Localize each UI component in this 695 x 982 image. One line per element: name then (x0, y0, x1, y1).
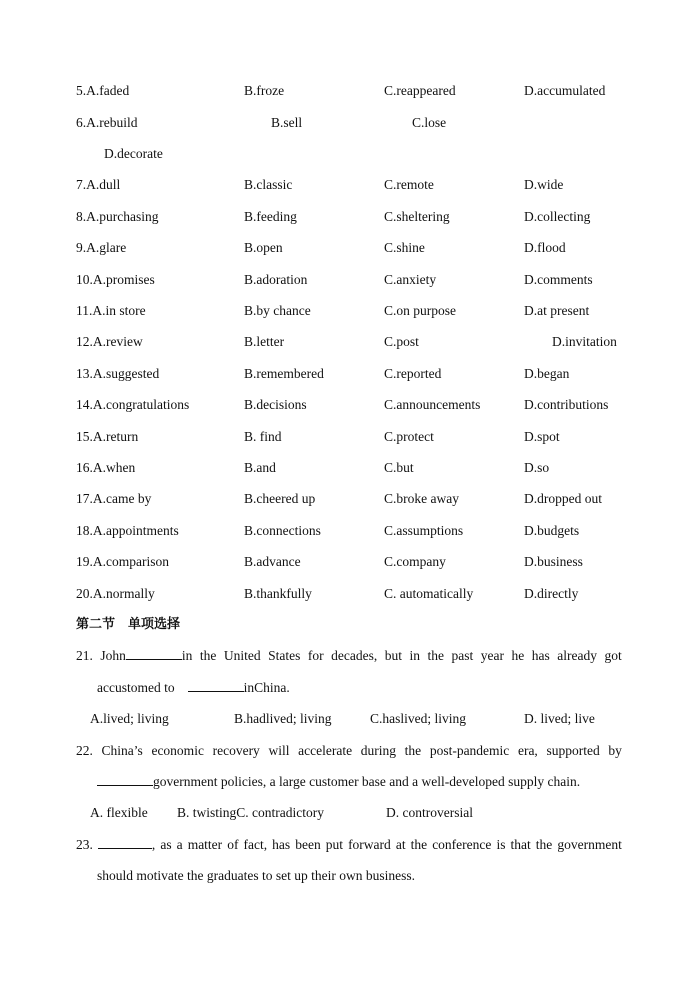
options-row-17 (0, 489, 695, 509)
word: economic (151, 743, 204, 758)
word: United (223, 648, 261, 663)
word: got (604, 648, 622, 663)
word-with-blank (100, 646, 192, 666)
word: as (160, 837, 172, 852)
word: conference (432, 837, 492, 852)
text: accustomed to (97, 680, 175, 695)
options-row-12 (0, 332, 695, 352)
option-d: D.business (524, 554, 583, 569)
option-d: D.directly (524, 586, 579, 601)
option-c: C.protect (384, 429, 434, 444)
word: by (608, 743, 622, 758)
option-c: C.assumptions (384, 523, 464, 538)
option-a: 13.A.suggested (76, 366, 160, 381)
options-row-6-wrap (0, 144, 695, 164)
option-c: C.company (384, 554, 446, 569)
option-d: D.flood (524, 240, 566, 255)
question-21-option-d: D. lived; live (524, 711, 595, 726)
word: 23. (76, 837, 93, 852)
section-heading: 第二节 单项选择 (76, 617, 181, 632)
word: is (496, 837, 506, 852)
word: year (480, 648, 505, 663)
word-with-blank (98, 835, 155, 855)
option-d: D.comments (524, 272, 593, 287)
option-c: C.reported (384, 366, 442, 381)
word: China’s (101, 743, 143, 758)
option-c: C.remote (384, 177, 434, 192)
option-a: 20.A.normally (76, 586, 155, 601)
word: supported (546, 743, 600, 758)
word: he (511, 648, 525, 663)
option-d: D.dropped out (524, 491, 602, 506)
word: past (451, 648, 474, 663)
option-d: D.at present (524, 303, 590, 318)
option-a: 15.A.return (76, 429, 139, 444)
word: era, (517, 743, 538, 758)
question-22-line-2 (97, 772, 580, 792)
options-row-10 (0, 270, 695, 290)
word: 22. (76, 743, 93, 758)
option-a: 16.A.when (76, 460, 136, 475)
question-22-line-1 (76, 741, 622, 761)
option-a: 14.A.congratulations (76, 397, 190, 412)
option-c: C.but (384, 460, 414, 475)
option-c: C.lose (412, 115, 447, 130)
word: has (272, 837, 291, 852)
option-d: D.invitation (552, 334, 617, 349)
word: decades, (331, 648, 378, 663)
option-c: C.sheltering (384, 209, 450, 224)
option-a: 11.A.in store (76, 303, 146, 318)
option-a: 5.A.faded (76, 83, 130, 98)
options-row-19 (0, 552, 695, 572)
word: 21. (76, 648, 93, 663)
word: during (360, 743, 396, 758)
options-row-5 (0, 81, 695, 101)
option-a: 9.A.glare (76, 240, 127, 255)
option-d: D.collecting (524, 209, 591, 224)
option-a: 19.A.comparison (76, 554, 169, 569)
word: will (268, 743, 290, 758)
option-a: 18.A.appointments (76, 523, 179, 538)
options-row-7 (0, 175, 695, 195)
option-b: B.by chance (244, 303, 311, 318)
answer-blank (98, 835, 152, 849)
word: government (557, 837, 622, 852)
option-b: B.open (244, 240, 283, 255)
word: recovery (212, 743, 260, 758)
option-a: 8.A.purchasing (76, 209, 159, 224)
word: the (410, 837, 428, 852)
options-row-6 (0, 113, 695, 133)
option-b: B.remembered (244, 366, 324, 381)
option-b: B.thankfully (244, 586, 312, 601)
word: the (535, 837, 553, 852)
option-c: C.anxiety (384, 272, 437, 287)
option-a: 10.A.promises (76, 272, 155, 287)
option-c: C.announcements (384, 397, 481, 412)
word: already (557, 648, 598, 663)
word: of (227, 837, 239, 852)
options-row-15 (0, 427, 695, 447)
word: forward (348, 837, 391, 852)
word: been (295, 837, 321, 852)
option-c: C.broke away (384, 491, 459, 506)
option-b: B.decisions (244, 397, 307, 412)
option-d: D.accumulated (524, 83, 606, 98)
question-21-line-2 (97, 678, 290, 698)
answer-blank (97, 772, 153, 786)
option-d: D.contributions (524, 397, 609, 412)
options-row-18 (0, 521, 695, 541)
option-b: B. find (244, 429, 282, 444)
text: government policies, a large customer base and a well-developed supply chain. (153, 774, 581, 789)
option-b: B.cheered up (244, 491, 316, 506)
word: matter (187, 837, 223, 852)
word: put (325, 837, 344, 852)
option-d: D.wide (524, 177, 564, 192)
options-row-8 (0, 207, 695, 227)
option-b: B.adoration (244, 272, 308, 287)
option-a: 17.A.came by (76, 491, 152, 506)
option-d: D.so (524, 460, 550, 475)
word: for (307, 648, 324, 663)
word: fact, (243, 837, 268, 852)
word: the (199, 648, 217, 663)
word: in (181, 648, 193, 663)
options-row-14 (0, 395, 695, 415)
option-c: C.shine (384, 240, 425, 255)
option-c: C.post (384, 334, 419, 349)
options-row-16 (0, 458, 695, 478)
options-row-13 (0, 364, 695, 384)
option-d: D.budgets (524, 523, 580, 538)
word: the (404, 743, 422, 758)
question-21-option-b: B.hadlived; living (234, 711, 332, 726)
word: States (268, 648, 301, 663)
answer-blank (126, 646, 182, 660)
question-22-option-a: A. flexible (90, 805, 148, 820)
option-b: B.and (244, 460, 276, 475)
option-b: B.sell (271, 115, 303, 130)
option-c: C.on purpose (384, 303, 456, 318)
option-a: 6.A.rebuild (76, 115, 138, 130)
option-b: B.feeding (244, 209, 297, 224)
question-22-option-d: D. controversial (386, 805, 473, 820)
option-b: B.connections (244, 523, 321, 538)
word: in (409, 648, 421, 663)
word: a (176, 837, 183, 852)
word: has (531, 648, 550, 663)
question-23-line-2: should motivate the graduates to set up their own business. (97, 868, 415, 883)
options-row-9 (0, 238, 695, 258)
word: but (384, 648, 403, 663)
options-row-20 (0, 584, 695, 604)
option-d: D.began (524, 366, 570, 381)
option-a: 12.A.review (76, 334, 143, 349)
question-21-option-a: A.lived; living (90, 711, 169, 726)
option-a: 7.A.dull (76, 177, 121, 192)
word: the (427, 648, 445, 663)
text: inChina. (243, 680, 290, 695)
option-d: D.spot (524, 429, 560, 444)
option-b: B.froze (244, 83, 285, 98)
option-c: C. automatically (384, 586, 474, 601)
question-22-options-b-c: B. twistingC. contradictory (177, 805, 324, 820)
word: post-pandemic (429, 743, 510, 758)
question-23-line-1 (76, 835, 622, 855)
word: that (510, 837, 531, 852)
option-d: D.decorate (104, 146, 163, 161)
option-c: C.reappeared (384, 83, 456, 98)
option-b: B.advance (244, 554, 301, 569)
question-21-line-1 (76, 646, 622, 666)
option-b: B.classic (244, 177, 293, 192)
question-21-option-c: C.haslived; living (370, 711, 466, 726)
answer-blank (188, 678, 244, 692)
option-b: B.letter (244, 334, 285, 349)
word: John (100, 648, 126, 663)
word: , (151, 837, 156, 852)
word: at (395, 837, 406, 852)
word: accelerate (298, 743, 353, 758)
options-row-11 (0, 301, 695, 321)
